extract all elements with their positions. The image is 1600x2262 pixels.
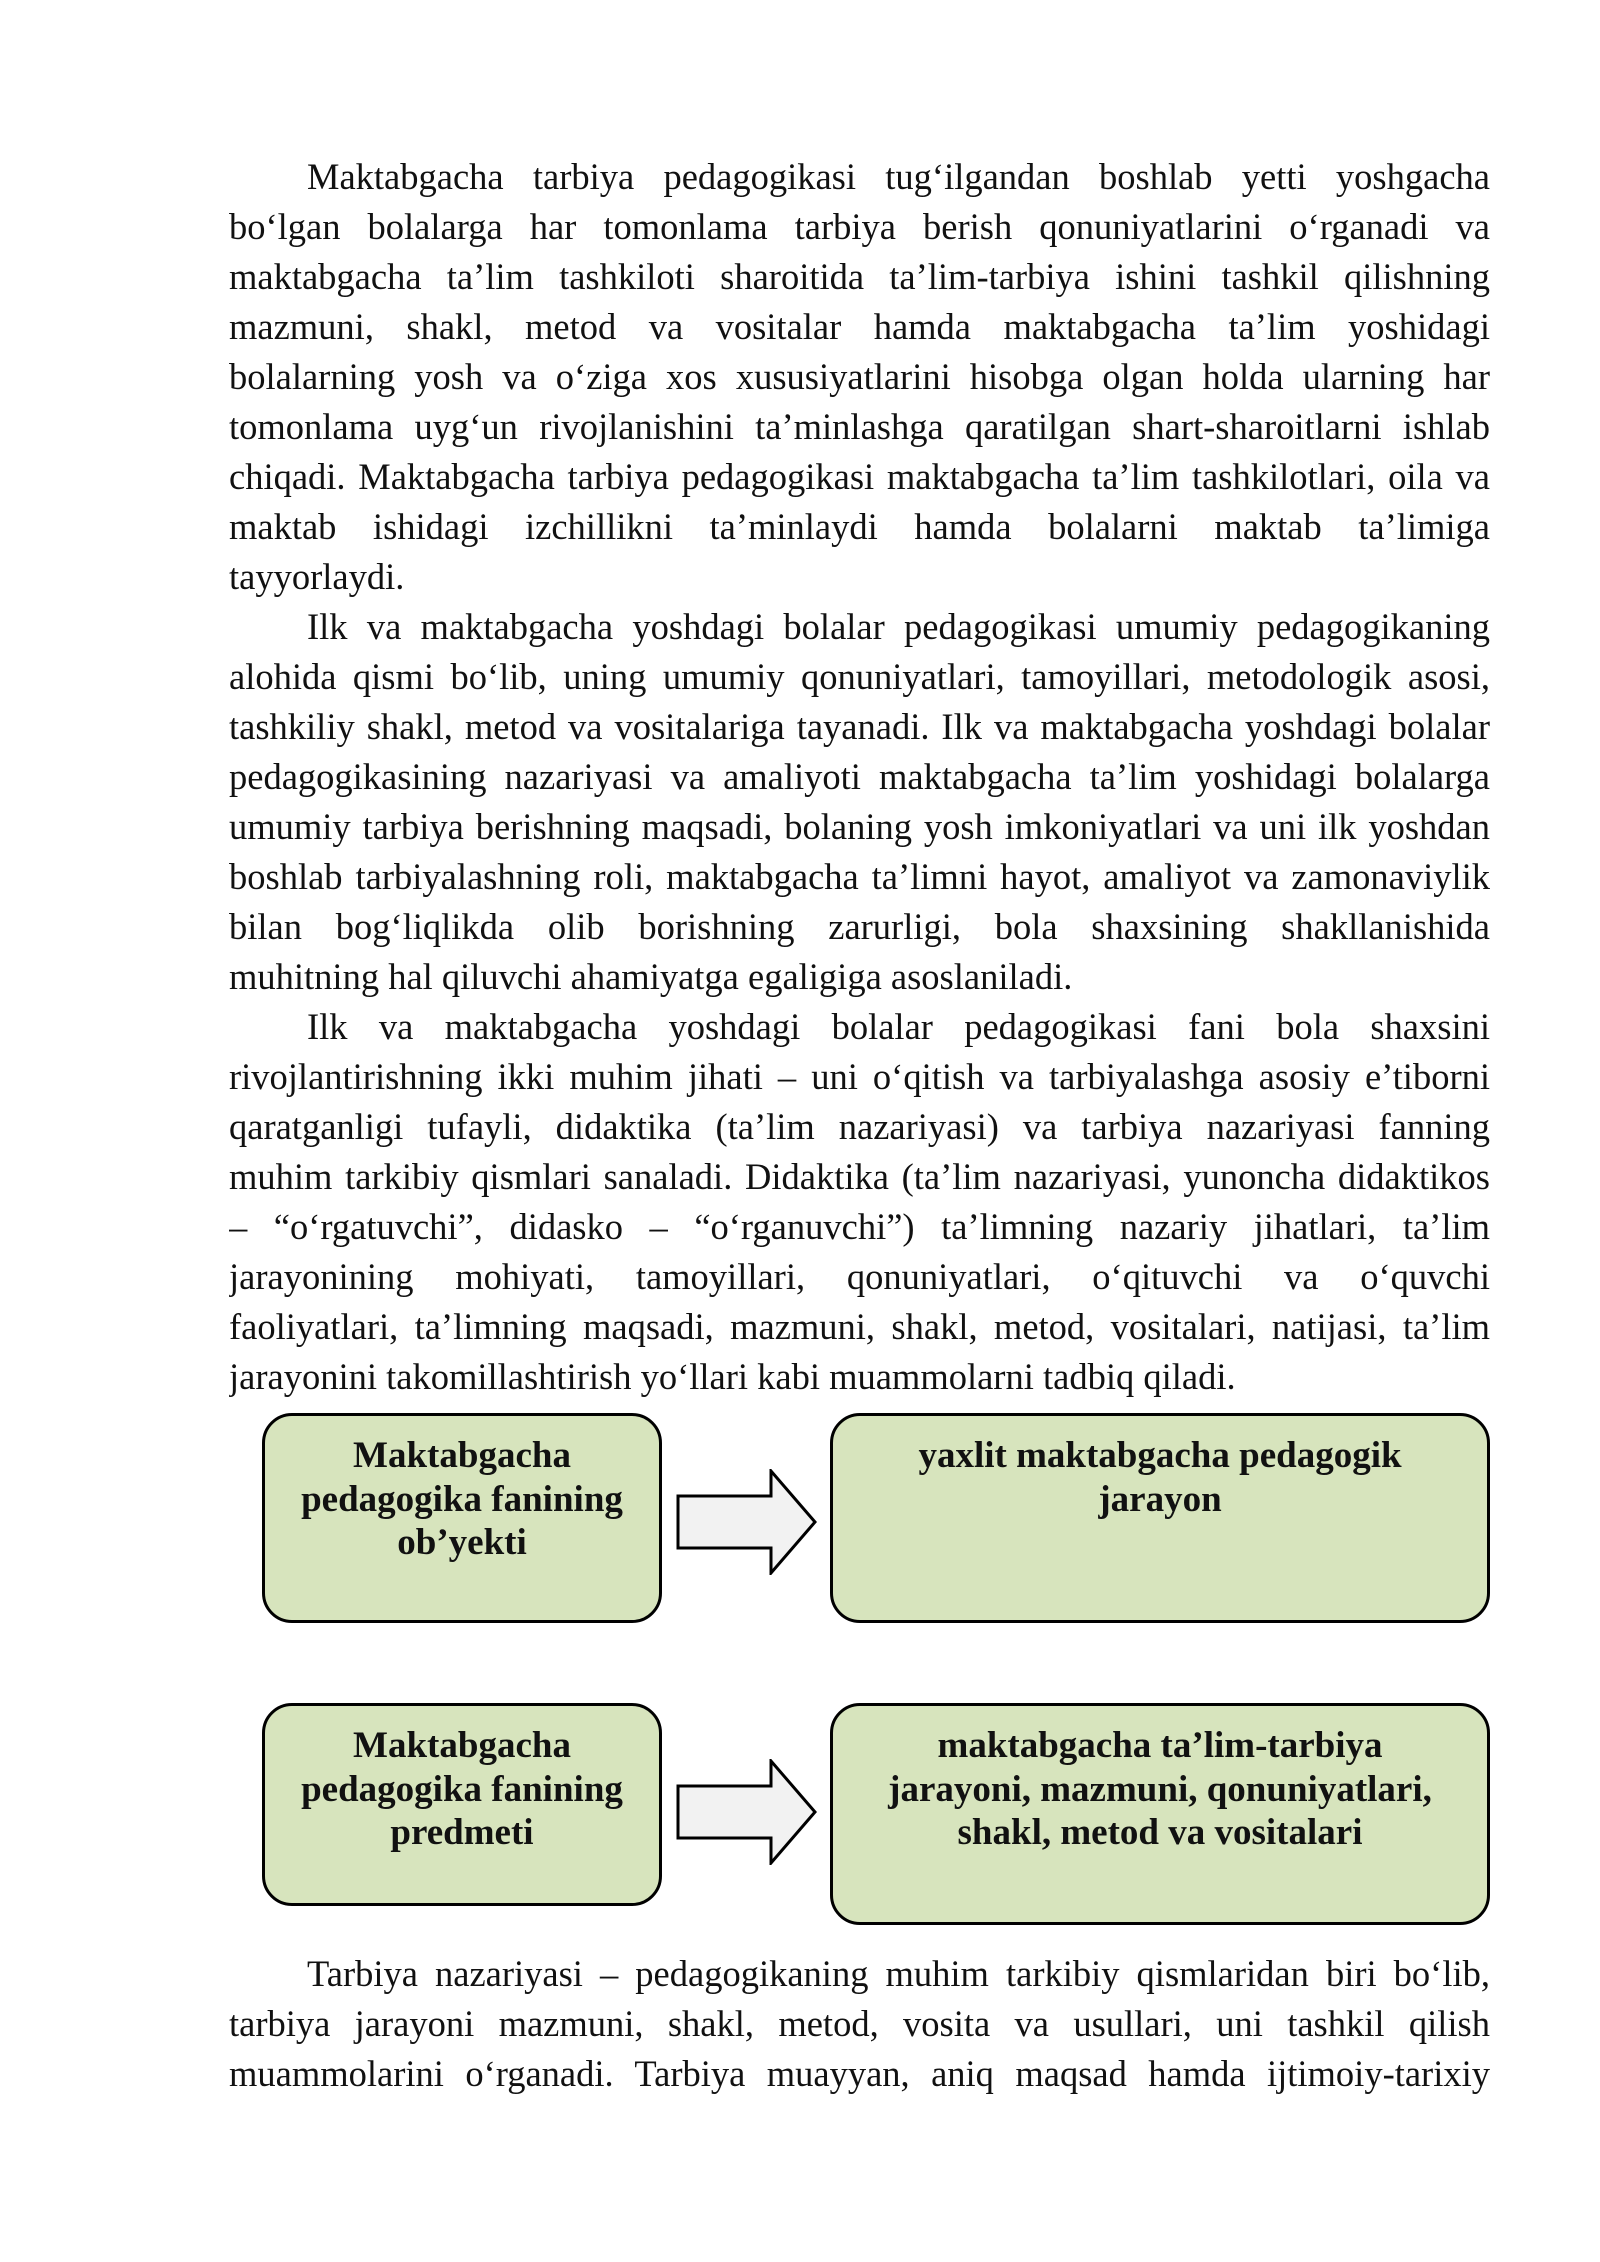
paragraph [229,1949,1490,2099]
text-line: maktab ishidagi izchillikni ta’minlaydi hamda bolalarni maktab ta’limiga [229,506,1490,547]
text-line: chiqadi. Maktabgacha tarbiya pedagogikasi maktabgacha ta’lim tashkilotlari, oila va [229,456,1490,497]
text-line: umumiy tarbiya berishning maqsadi, bolaning yosh imkoniyatlari va uni ilk yoshdan [229,806,1490,847]
text-line: rivojlantirishning ikki muhim jihati – uni o‘qitish va tarbiyalashga asosiy e’tiborni [229,1056,1490,1097]
text-line: faoliyatlari, ta’limning maqsadi, mazmuni, shakl, metod, vositalari, natijasi, ta’lim [229,1306,1490,1347]
text-line: Ilk va maktabgacha yoshdagi bolalar pedagogikasi umumiy pedagogikaning [307,606,1490,647]
body-text-before-diagram [229,152,1490,1402]
diagram-box-object-term [262,1413,662,1623]
box-label-line: pedagogika fanining [301,1768,623,1810]
box-label-line: ob’yekti [397,1522,527,1563]
text-line: bilan bog‘liqlikda olib borishning zarurligi, bola shaxsining shakllanishida [229,906,1490,947]
box-label-line: Maktabgacha [353,1725,571,1766]
text-line: muammolarini o‘rganadi. Tarbiya muayyan, aniq maqsad hamda ijtimoiy-tarixiy [229,2053,1490,2094]
text-line: bo‘lgan bolalarga har tomonlama tarbiya berish qonuniyatlarini o‘rganadi va [229,206,1490,247]
text-line: tayyorlaydi. [229,556,405,597]
diagram-box-object-definition [830,1413,1490,1623]
diagram-box-subject-definition [830,1703,1490,1925]
text-line: jarayonining mohiyati, tamoyillari, qonuniyatlari, o‘qituvchi va o‘quvchi [229,1256,1490,1297]
body-text-after-diagram [229,1949,1490,2099]
text-line: tashkiliy shakl, metod va vositalariga tayanadi. Ilk va maktabgacha yoshdagi bolalar [229,706,1490,747]
text-line: mazmuni, shakl, metod va vositalar hamda maktabgacha ta’lim yoshidagi [229,306,1490,347]
box-label-line: yaxlit maktabgacha pedagogik [918,1435,1402,1476]
box-label-line: jarayon [1098,1478,1222,1520]
box-label-line: shakl, metod va vositalari [957,1812,1363,1853]
box-label-line: predmeti [390,1812,534,1853]
text-line: Tarbiya nazariyasi – pedagogikaning muhim tarkibiy qismlaridan biri bo‘lib, [307,1953,1490,1994]
diagram-box-subject-term [262,1703,662,1906]
right-arrow-icon [676,1469,818,1575]
paragraph [229,602,1490,1002]
text-line: Ilk va maktabgacha yoshdagi bolalar pedagogikasi fani bola shaxsini [307,1006,1490,1047]
text-line: jarayonini takomillashtirish yo‘llari kabi muammolarni tadbiq qiladi. [229,1356,1236,1397]
text-line: muhim tarkibiy qismlari sanaladi. Didaktika (ta’lim nazariyasi, yunoncha didaktikos [229,1156,1490,1197]
text-line: boshlab tarbiyalashning roli, maktabgacha ta’limni hayot, amaliyot va zamonaviylik [229,856,1490,897]
text-line: tomonlama uyg‘un rivojlanishini ta’minlashga qaratilgan shart-sharoitlarni ishlab [229,406,1490,447]
paragraph [229,152,1490,602]
text-line: alohida qismi bo‘lib, uning umumiy qonuniyatlari, tamoyillari, metodologik asosi, [229,656,1490,697]
box-label-line: maktabgacha ta’lim-tarbiya [937,1725,1383,1766]
box-label-line: Maktabgacha [353,1435,571,1476]
text-line: maktabgacha ta’lim tashkiloti sharoitida ta’lim-tarbiya ishini tashkil qilishning [229,256,1490,297]
text-line: tarbiya jarayoni mazmuni, shakl, metod, vosita va usullari, uni tashkil qilish [229,2003,1490,2044]
text-line: Maktabgacha tarbiya pedagogikasi tug‘ilgandan boshlab yetti yoshgacha [307,156,1490,197]
text-line: muhitning hal qiluvchi ahamiyatga egaligiga asoslaniladi. [229,956,1073,997]
text-line: bolalarning yosh va o‘ziga xos xususiyatlarini hisobga olgan holda ularning har [229,356,1490,397]
text-line: qaratganligi tufayli, didaktika (ta’lim nazariyasi) va tarbiya nazariyasi fanning [229,1106,1490,1147]
paragraph [229,1002,1490,1402]
text-line: pedagogikasining nazariyasi va amaliyoti maktabgacha ta’lim yoshidagi bolalarga [229,756,1490,797]
box-label-line: jarayoni, mazmuni, qonuniyatlari, [888,1768,1432,1810]
box-label-line: pedagogika fanining [301,1478,623,1520]
right-arrow-icon [676,1759,818,1865]
text-line: – “o‘rgatuvchi”, didasko – “o‘rganuvchi”) ta’limning nazariy jihatlari, ta’lim [229,1206,1490,1247]
